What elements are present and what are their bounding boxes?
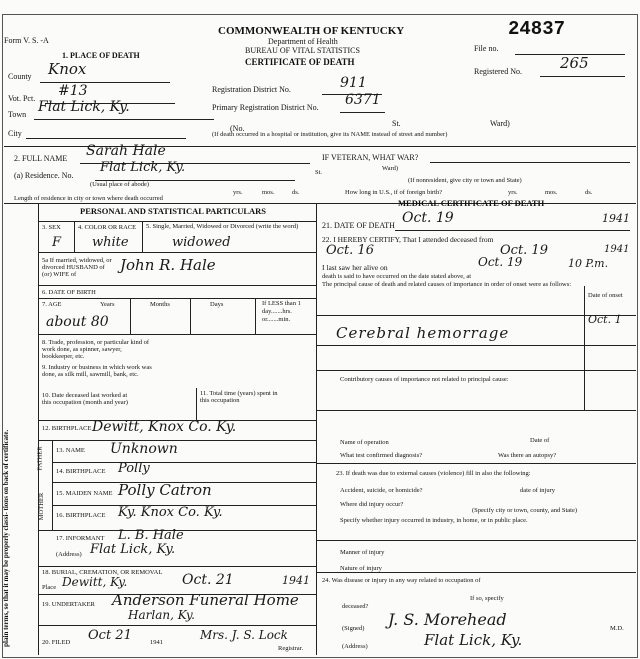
mother-birthplace-value: Ky. Knox Co. Ky. [118, 505, 223, 520]
attended-from-value: Oct. 16 [326, 243, 374, 258]
occupation-8: 8. Trade, profession, or particular kind of work done, as spinner, sawyer, bookkeeper, etc. [42, 339, 150, 361]
marital-label: 5. Single, Married, Widowed or Divorced (write the word) [146, 223, 299, 230]
hospital-note: (If death occurred in a hospital or institution, give its NAME instead of street and number) [212, 131, 448, 138]
last-saw-date: Oct. 19 [478, 255, 523, 269]
length-residence-label: Length of residence in city or town where death occurred [14, 195, 163, 202]
color-label: 4. COLOR OR RACE [78, 224, 137, 231]
where-injury-label: Where did injury occur? [340, 501, 404, 508]
bureau-label: BUREAU OF VITAL STATISTICS [245, 46, 360, 55]
signed-label: (Signed) [342, 625, 365, 632]
vot-pct-label: Vot. Pct. [8, 94, 36, 103]
informant-label: 17. INFORMANT [56, 535, 105, 542]
attended-year: 1941 [604, 244, 630, 255]
occupation-10: 10. Date deceased last worked at this occupation (month and year) [42, 392, 128, 407]
town-label: Town [8, 110, 27, 119]
days-label: Days [210, 301, 224, 308]
death-said-text: death is said to have occurred on the date stated above, at [322, 273, 472, 280]
date-of-death-label: 21. DATE OF DEATH [322, 221, 395, 230]
place-of-death-heading: 1. PLACE OF DEATH [62, 51, 140, 60]
burial-place-label: Place [42, 584, 57, 591]
us-ds-label: ds. [585, 189, 593, 196]
primary-reg-label: Primary Registration District No. [212, 103, 319, 112]
county-label: County [8, 72, 32, 81]
undertaker-address: Harlan, Ky. [128, 608, 195, 622]
nonresident-note: (If nonresident, give city or town and State) [408, 177, 522, 184]
md-label: M.D. [610, 625, 624, 632]
undertaker-value: Anderson Funeral Home [112, 591, 299, 609]
diagnosis-label: What test confirmed diagnosis? [340, 452, 423, 459]
informant-address-value: Flat Lick, Ky. [90, 542, 176, 557]
if-so-label: If so, specify [470, 595, 504, 602]
operation-date-label: Date of [530, 437, 550, 444]
principal-cause-text: The principal cause of death and related causes of importance in order of onset were as follows: [322, 281, 572, 288]
dob-label: 6. DATE OF BIRTH [42, 289, 96, 296]
sex-value: F [52, 235, 62, 250]
county-value: Knox [48, 60, 87, 78]
occupation-11: 11. Total time (years) spent in this occupation [200, 390, 278, 405]
years-label: Years [100, 301, 115, 308]
father-side-label: FATHER [36, 446, 44, 471]
vot-pct-value: #13 [58, 83, 88, 99]
occupation-question: 24. Was disease or injury in any way related to occupation of [322, 577, 481, 584]
nature-label: Nature of injury [340, 565, 382, 572]
deceased-label: deceased? [342, 603, 369, 610]
maiden-name-label: 15. MAIDEN NAME [56, 490, 113, 497]
injury-date-label: date of injury [520, 487, 556, 494]
spouse-value: John R. Hale [120, 256, 216, 274]
veteran-label: IF VETERAN, WHAT WAR? [322, 153, 419, 162]
age-label: 7. AGE [42, 301, 62, 308]
reg-district-value: 911 [340, 75, 367, 91]
cause-value: Cerebral hemorrage [336, 324, 510, 342]
maiden-name-value: Polly Catron [118, 481, 212, 499]
mother-birthplace-label: 16. BIRTHPLACE [56, 512, 106, 519]
autopsy-label: Was there an autopsy? [498, 452, 557, 459]
certificate-title: CERTIFICATE OF DEATH [245, 57, 355, 67]
full-name-value: Sarah Hale [86, 143, 166, 159]
no-label: (No. [230, 124, 245, 133]
father-name-value: Unknown [110, 441, 178, 457]
burial-year: 1941 [282, 574, 310, 587]
operation-label: Name of operation [340, 439, 389, 446]
birthplace-value: Dewitt, Knox Co. Ky. [92, 419, 237, 435]
burial-place-value: Dewitt, Ky. [62, 575, 128, 589]
signed-value: J. S. Morehead [388, 610, 507, 629]
contributory-text: Contributory causes of importance not related to principal cause: [340, 376, 509, 383]
department-label: Department of Health [268, 37, 338, 46]
months-label: Months [150, 301, 170, 308]
date-of-onset-label: Date of onset [588, 292, 623, 299]
burial-date-value: Oct. 21 [182, 572, 234, 588]
registrar-value: Mrs. J. S. Lock [200, 628, 288, 642]
less-than-label: If LESS than 1 day.......hrs. or.......min. [262, 300, 301, 323]
st-label: St. [392, 119, 401, 128]
us-yrs-label: yrs. [508, 189, 518, 196]
registrar-label: Registrar. [278, 645, 304, 652]
color-value: white [92, 235, 129, 250]
occupation-9: 9. Industry or business in which work was done, as silk mill, sawmill, bank, etc. [42, 364, 152, 379]
registered-no-value: 265 [560, 54, 589, 72]
manner-label: Manner of injury [340, 549, 385, 556]
personal-heading: PERSONAL AND STATISTICAL PARTICULARS [80, 206, 267, 216]
commonwealth-title: COMMONWEALTH OF KENTUCKY [218, 25, 405, 37]
birthplace-label: 12. BIRTHPLACE [42, 425, 92, 432]
spouse-label: 5a If married, widowed, or divorced HUSBAND of (or) WIFE of [42, 257, 112, 279]
registered-no-label: Registered No. [474, 67, 522, 76]
informant-value: L. B. Hale [118, 528, 184, 543]
reg-district-label: Registration District No. [212, 85, 291, 94]
mother-side-label: MOTHER [38, 492, 46, 521]
filed-year: 1941 [150, 639, 163, 646]
full-name-label: 2. FULL NAME [14, 154, 68, 163]
residence-ward-label: Ward) [382, 165, 399, 172]
undertaker-label: 19. UNDERTAKER [42, 601, 95, 608]
date-of-death-value: Oct. 19 [402, 210, 454, 226]
attended-to-value: Oct. 19 [500, 243, 548, 258]
accident-label: Accident, suicide, or homicide? [340, 487, 423, 494]
us-mos-label: mos. [545, 189, 558, 196]
address-label: (Address) [342, 643, 368, 650]
informant-address-label: (Address) [56, 551, 82, 558]
external-causes-label: 23. If death was due to external causes (violence) fill in also the following: [336, 470, 531, 477]
specify-injury-label: Specify whether injury occurred in industry, in home, or in public place. [340, 517, 528, 524]
sex-label: 3. SEX [42, 224, 61, 231]
residence-st-label: St. [315, 169, 323, 176]
address-value: Flat Lick, Ky. [424, 631, 523, 649]
city-label: City [8, 129, 22, 138]
stamp-number: 24837 [508, 18, 566, 40]
filed-label: 20. FILED [42, 639, 71, 646]
how-long-us-label: How long in U.S., if of foreign birth? [345, 189, 443, 196]
death-year: 1941 [602, 212, 630, 225]
form-number: Form V. S. -A [4, 36, 49, 45]
last-saw-time: 10 P.m. [568, 257, 609, 270]
last-saw-text: I last saw her alive on [322, 263, 388, 272]
page-border [2, 14, 638, 658]
marital-value: widowed [172, 235, 231, 250]
father-birthplace-label: 14. BIRTHPLACE [56, 468, 106, 475]
primary-reg-value: 6371 [345, 92, 381, 108]
age-value: about 80 [46, 314, 109, 330]
town-value: Flat Lick, Ky. [38, 99, 130, 115]
margin-note: plain terms, so that it may be properly classi- tions on back of certificate. [2, 429, 11, 647]
res-ds-label: ds. [292, 189, 300, 196]
certify-text: 22. I HEREBY CERTIFY, That I attended deceased from [322, 235, 494, 244]
usual-place-label: (Usual place of abode) [90, 181, 150, 188]
residence-label: (a) Residence. No. [14, 171, 74, 180]
medical-heading: MEDICAL CERTIFICATE OF DEATH [398, 198, 545, 208]
father-birthplace-value: Polly [118, 461, 150, 476]
father-name-label: 13. NAME [56, 447, 85, 454]
burial-label: 18. BURIAL, CREMATION, OR REMOVAL [42, 569, 163, 576]
res-yrs-label: yrs. [233, 189, 243, 196]
onset-value: Oct. 1 [588, 313, 622, 326]
res-mos-label: mos. [262, 189, 275, 196]
residence-value: Flat Lick, Ky. [100, 160, 186, 175]
filed-value: Oct 21 [88, 628, 132, 643]
where-injury-note: (Specify city or town, county, and State) [472, 507, 577, 514]
ward-label: Ward) [490, 119, 510, 128]
file-no-label: File no. [474, 44, 499, 53]
